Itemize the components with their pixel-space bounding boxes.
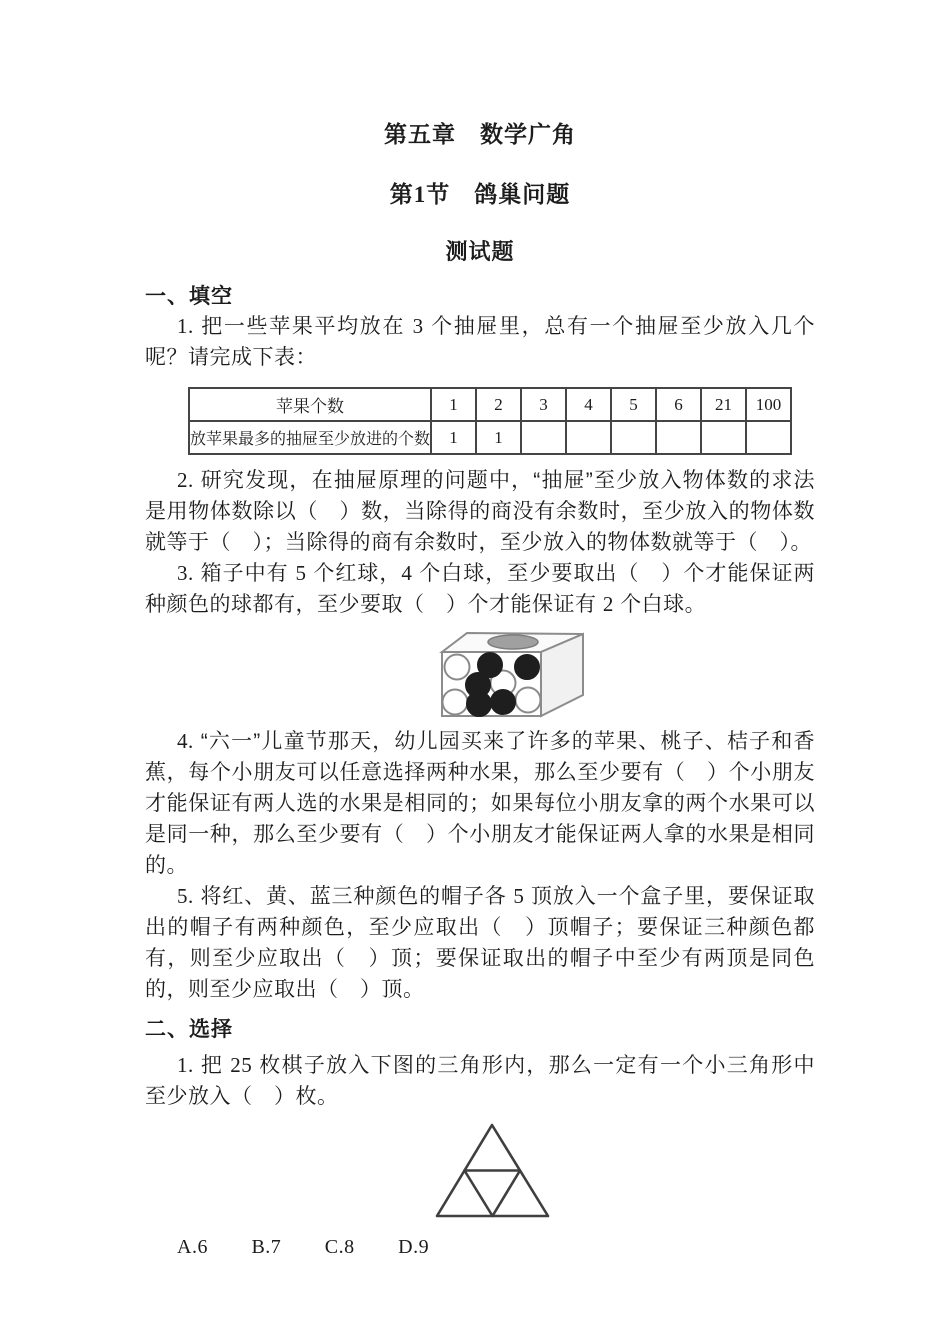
table-header-label: 苹果个数 (189, 388, 431, 421)
table-header-value: 4 (566, 388, 611, 421)
question-4-text: 4. “六一”儿童节那天，幼儿园买来了许多的苹果、桃子、桔子和香蕉，每个小朋友可以任意选择两种水果，那么至少要有（ ）个小朋友才能保证有两人选的水果是相同的；如果每位小朋友拿的两个水果可以是同一种，那么至少要有（ ）个小朋友才能保证两人拿的水果是相同的。 (145, 729, 815, 877)
table-row-label: 放苹果最多的抽屉至少放进的个数 (189, 421, 431, 454)
table-answer-cell: 1 (431, 421, 476, 454)
triangle-figure (159, 1121, 829, 1221)
table-header-value: 3 (521, 388, 566, 421)
table-answer-cell (566, 421, 611, 454)
option-a: A.6 (177, 1236, 208, 1258)
table-header-value: 5 (611, 388, 656, 421)
table-answer-row (189, 421, 791, 454)
box-hole (488, 635, 538, 649)
ball-box-illustration (425, 628, 590, 720)
dark-ball (490, 690, 515, 715)
table-header-value: 2 (476, 388, 521, 421)
ball-box-figure (172, 628, 842, 720)
table-answer-cell (656, 421, 701, 454)
part2-heading: 二、选择 (145, 1018, 233, 1041)
table-header-value: 100 (746, 388, 791, 421)
option-c: C.8 (324, 1236, 355, 1258)
option-b: B.7 (251, 1236, 282, 1258)
table-header-row (189, 388, 791, 421)
table-answer-cell (611, 421, 656, 454)
part1-heading: 一、填空 (145, 285, 233, 308)
dark-ball (514, 655, 539, 680)
white-ball (515, 688, 540, 713)
chapter-title: 第五章 数学广角 (384, 121, 576, 147)
table-answer-cell: 1 (476, 421, 521, 454)
table-header-value: 6 (656, 388, 701, 421)
options-row (177, 1235, 815, 1259)
table-answer-cell (746, 421, 791, 454)
dark-ball (466, 692, 491, 717)
table-header-value: 1 (431, 388, 476, 421)
white-ball (444, 655, 469, 680)
white-ball (442, 690, 467, 715)
apples-table (188, 387, 792, 455)
test-title: 测试题 (445, 239, 515, 264)
table-answer-cell (701, 421, 746, 454)
question-5-text: 5. 将红、黄、蓝三种颜色的帽子各 5 顶放入一个盒子里，要保证取出的帽子有两种颜色，至少应取出（ ）顶帽子；要保证三种颜色都有，则至少应取出（ ）顶；要保证取出的帽子中至少有两顶是同色的，则至少应取出（ ）顶。 (145, 884, 815, 1001)
option-d: D.9 (398, 1236, 430, 1258)
choice-question-1-text: 1. 把 25 枚棋子放入下图的三角形内，那么一定有一个小三角形中至少放入（ ）枚。 (145, 1053, 815, 1108)
question-1-text: 1. 把一些苹果平均放在 3 个抽屉里，总有一个抽屉至少放入几个呢？请完成下表： (145, 314, 815, 369)
question-2-text: 2. 研究发现，在抽屉原理的问题中，“抽屉”至少放入物体数的求法是用物体数除以（ ）数，当除得的商没有余数时，至少放入的物体数就等于（ ）；当除得的商有余数时，至少放入的物体数就等于（ ）。 (145, 468, 815, 554)
table-header-value: 21 (701, 388, 746, 421)
triangle-illustration (434, 1121, 554, 1221)
table-answer-cell (521, 421, 566, 454)
question-3-text: 3. 箱子中有 5 个红球，4 个白球，至少要取出（ ）个才能保证两种颜色的球都有，至少要取（ ）个才能保证有 2 个白球。 (145, 561, 815, 616)
inner-triangle (465, 1171, 521, 1217)
section-title: 第1节 鸽巢问题 (389, 181, 571, 207)
